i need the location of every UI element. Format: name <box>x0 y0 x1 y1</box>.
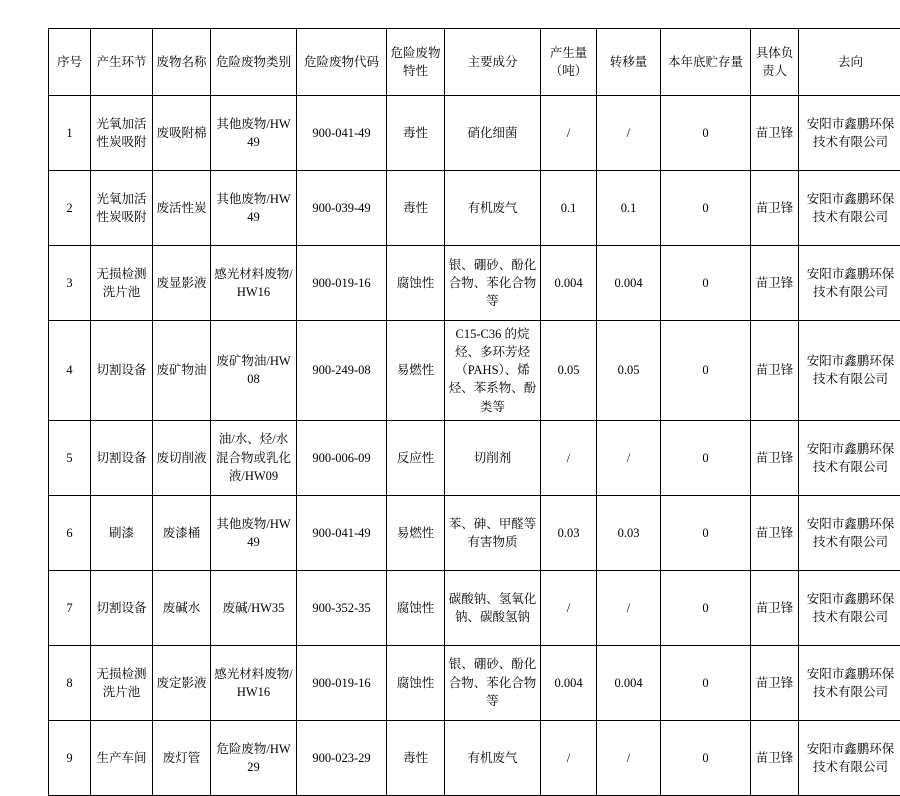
cell-composition: 有机废气 <box>445 720 541 795</box>
cell-person: 苗卫锋 <box>751 495 799 570</box>
column-header-stage: 产生环节 <box>91 29 153 96</box>
cell-stored: 0 <box>661 246 751 321</box>
column-header-stored: 本年底贮存量 <box>661 29 751 96</box>
cell-seq: 4 <box>49 321 91 421</box>
column-header-generated: 产生量（吨） <box>541 29 597 96</box>
cell-person: 苗卫锋 <box>751 246 799 321</box>
cell-name: 废灯管 <box>153 720 211 795</box>
cell-generated: 0.05 <box>541 321 597 421</box>
cell-stage: 切割设备 <box>91 570 153 645</box>
cell-category: 感光材料废物/HW16 <box>211 246 297 321</box>
table-body <box>49 96 900 796</box>
cell-name: 废漆桶 <box>153 495 211 570</box>
cell-generated: / <box>541 570 597 645</box>
column-header-property: 危险废物特性 <box>387 29 445 96</box>
cell-property: 毒性 <box>387 171 445 246</box>
cell-category: 危险废物/HW29 <box>211 720 297 795</box>
cell-property: 毒性 <box>387 96 445 171</box>
cell-destination: 安阳市鑫鹏环保技术有限公司 <box>799 321 900 421</box>
cell-code: 900-352-35 <box>297 570 387 645</box>
cell-destination: 安阳市鑫鹏环保技术有限公司 <box>799 420 900 495</box>
cell-transferred: 0.1 <box>597 171 661 246</box>
cell-name: 废吸附棉 <box>153 96 211 171</box>
cell-person: 苗卫锋 <box>751 321 799 421</box>
cell-composition: 银、硼砂、酚化合物、苯化合物等 <box>445 645 541 720</box>
cell-seq: 2 <box>49 171 91 246</box>
cell-name: 废切削液 <box>153 420 211 495</box>
cell-property: 腐蚀性 <box>387 246 445 321</box>
cell-stage: 光氧加活性炭吸附 <box>91 171 153 246</box>
cell-property: 腐蚀性 <box>387 570 445 645</box>
cell-seq: 1 <box>49 96 91 171</box>
cell-seq: 5 <box>49 420 91 495</box>
cell-stored: 0 <box>661 96 751 171</box>
cell-composition: 切削剂 <box>445 420 541 495</box>
cell-stage: 无损检测洗片池 <box>91 246 153 321</box>
cell-stored: 0 <box>661 645 751 720</box>
table-header <box>49 29 900 96</box>
hazardous-waste-table <box>48 28 900 796</box>
cell-generated: / <box>541 420 597 495</box>
cell-property: 易燃性 <box>387 495 445 570</box>
column-header-transferred: 转移量 <box>597 29 661 96</box>
cell-code: 900-006-09 <box>297 420 387 495</box>
cell-property: 腐蚀性 <box>387 645 445 720</box>
table-row <box>49 495 900 570</box>
cell-person: 苗卫锋 <box>751 420 799 495</box>
cell-property: 易燃性 <box>387 321 445 421</box>
cell-stage: 光氧加活性炭吸附 <box>91 96 153 171</box>
cell-composition: 有机废气 <box>445 171 541 246</box>
cell-destination: 安阳市鑫鹏环保技术有限公司 <box>799 171 900 246</box>
cell-seq: 9 <box>49 720 91 795</box>
cell-category: 其他废物/HW49 <box>211 171 297 246</box>
cell-property: 毒性 <box>387 720 445 795</box>
cell-destination: 安阳市鑫鹏环保技术有限公司 <box>799 570 900 645</box>
cell-category: 感光材料废物/HW16 <box>211 645 297 720</box>
cell-stage: 无损检测洗片池 <box>91 645 153 720</box>
cell-category: 废矿物油/HW08 <box>211 321 297 421</box>
cell-transferred: 0.05 <box>597 321 661 421</box>
cell-transferred: 0.03 <box>597 495 661 570</box>
cell-name: 废显影液 <box>153 246 211 321</box>
cell-stored: 0 <box>661 570 751 645</box>
cell-stored: 0 <box>661 321 751 421</box>
cell-name: 废定影液 <box>153 645 211 720</box>
table-row <box>49 645 900 720</box>
cell-seq: 7 <box>49 570 91 645</box>
cell-composition: 碳酸钠、氢氧化钠、碳酸氢钠 <box>445 570 541 645</box>
cell-seq: 3 <box>49 246 91 321</box>
cell-generated: / <box>541 720 597 795</box>
cell-transferred: / <box>597 420 661 495</box>
column-header-seq: 序号 <box>49 29 91 96</box>
cell-property: 反应性 <box>387 420 445 495</box>
cell-category: 其他废物/HW49 <box>211 96 297 171</box>
cell-name: 废矿物油 <box>153 321 211 421</box>
cell-stored: 0 <box>661 495 751 570</box>
table-row <box>49 720 900 795</box>
cell-code: 900-041-49 <box>297 96 387 171</box>
table-row <box>49 321 900 421</box>
cell-stored: 0 <box>661 720 751 795</box>
cell-transferred: 0.004 <box>597 645 661 720</box>
cell-person: 苗卫锋 <box>751 645 799 720</box>
cell-composition: 银、硼砂、酚化合物、苯化合物等 <box>445 246 541 321</box>
cell-stage: 生产车间 <box>91 720 153 795</box>
cell-code: 900-023-29 <box>297 720 387 795</box>
cell-destination: 安阳市鑫鹏环保技术有限公司 <box>799 495 900 570</box>
cell-code: 900-039-49 <box>297 171 387 246</box>
cell-composition: 苯、砷、甲醛等有害物质 <box>445 495 541 570</box>
cell-composition: C15-C36 的烷烃、多环芳烃（PAHS）、烯烃、苯系物、酚类等 <box>445 321 541 421</box>
column-header-name: 废物名称 <box>153 29 211 96</box>
table-row <box>49 171 900 246</box>
cell-stored: 0 <box>661 420 751 495</box>
table-row <box>49 570 900 645</box>
cell-code: 900-249-08 <box>297 321 387 421</box>
cell-transferred: / <box>597 96 661 171</box>
cell-category: 油/水、烃/水混合物或乳化液/HW09 <box>211 420 297 495</box>
cell-destination: 安阳市鑫鹏环保技术有限公司 <box>799 645 900 720</box>
cell-transferred: 0.004 <box>597 246 661 321</box>
table-header-row <box>49 29 900 96</box>
cell-code: 900-019-16 <box>297 645 387 720</box>
table-row <box>49 246 900 321</box>
cell-person: 苗卫锋 <box>751 720 799 795</box>
cell-stored: 0 <box>661 171 751 246</box>
cell-category: 其他废物/HW49 <box>211 495 297 570</box>
cell-person: 苗卫锋 <box>751 96 799 171</box>
cell-code: 900-019-16 <box>297 246 387 321</box>
cell-person: 苗卫锋 <box>751 570 799 645</box>
column-header-category: 危险废物类别 <box>211 29 297 96</box>
table-row <box>49 96 900 171</box>
cell-generated: / <box>541 96 597 171</box>
cell-destination: 安阳市鑫鹏环保技术有限公司 <box>799 246 900 321</box>
cell-seq: 8 <box>49 645 91 720</box>
cell-destination: 安阳市鑫鹏环保技术有限公司 <box>799 720 900 795</box>
cell-destination: 安阳市鑫鹏环保技术有限公司 <box>799 96 900 171</box>
cell-transferred: / <box>597 720 661 795</box>
cell-seq: 6 <box>49 495 91 570</box>
cell-generated: 0.03 <box>541 495 597 570</box>
cell-stage: 切割设备 <box>91 420 153 495</box>
cell-person: 苗卫锋 <box>751 171 799 246</box>
column-header-person: 具体负责人 <box>751 29 799 96</box>
cell-transferred: / <box>597 570 661 645</box>
column-header-code: 危险废物代码 <box>297 29 387 96</box>
cell-name: 废活性炭 <box>153 171 211 246</box>
cell-generated: 0.1 <box>541 171 597 246</box>
cell-generated: 0.004 <box>541 645 597 720</box>
cell-composition: 硝化细菌 <box>445 96 541 171</box>
cell-stage: 刷漆 <box>91 495 153 570</box>
column-header-destination: 去向 <box>799 29 900 96</box>
cell-generated: 0.004 <box>541 246 597 321</box>
cell-category: 废碱/HW35 <box>211 570 297 645</box>
table-row <box>49 420 900 495</box>
cell-stage: 切割设备 <box>91 321 153 421</box>
column-header-composition: 主要成分 <box>445 29 541 96</box>
cell-name: 废碱水 <box>153 570 211 645</box>
cell-code: 900-041-49 <box>297 495 387 570</box>
